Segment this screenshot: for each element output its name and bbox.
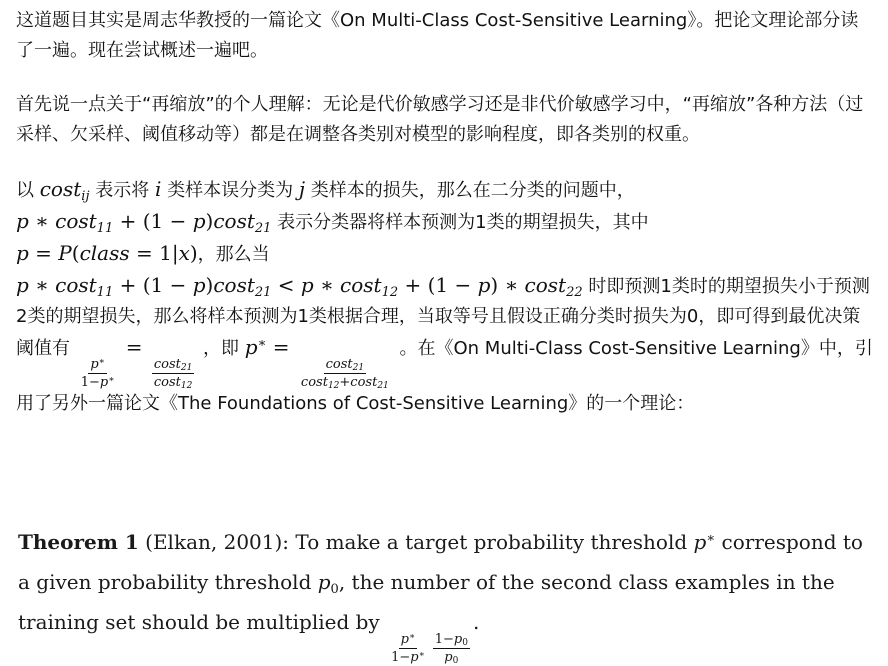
equals-sign: = bbox=[119, 335, 149, 359]
theorem-period: . bbox=[472, 610, 480, 634]
paragraph-gap bbox=[16, 150, 874, 174]
optimal-threshold-fraction: $\frac{\cos t_{21}}{\cos t_{12}+\cos t_{21}}$ bbox=[300, 357, 389, 391]
theorem-multiplier-fraction-2: $\frac{1-p_0}{p_0}$ bbox=[434, 632, 468, 666]
article-body bbox=[16, 6, 874, 419]
derivation-text: 类样本的损失，那么在二分类的问题中， bbox=[310, 180, 635, 201]
derivation-text: ，即 bbox=[203, 338, 240, 359]
decision-inequality-formula: p ∗ cost$_{11}$ + (1 − p)cost$_{21}$ < p ∗ cost$_{12}$ + (1 − p) ∗ cost$_{22}$ bbox=[16, 273, 583, 300]
paragraph-rescaling: 首先说一点关于“再缩放”的个人理解：无论是代价敏感学习还是非代价敏感学习中，“再缩放”各种方法（过采样、欠采样、阈值移动等）都是在调整各类别对模型的影响程度，即各类别的权重。 bbox=[16, 94, 864, 145]
derivation-text: 表示将 bbox=[95, 180, 150, 201]
paragraph-gap bbox=[16, 66, 874, 90]
cost-ratio-fraction: $\frac{\cos t_{21}}{\cos t_{12}}$ bbox=[153, 357, 193, 391]
theorem-block bbox=[18, 522, 876, 664]
theorem-multiplier-fraction-1: $\frac{p^∗}{1-p^∗}$ bbox=[391, 632, 425, 665]
derivation-text: 表示分类器将样本预测为1类的期望损失，其中 bbox=[277, 212, 649, 233]
paragraph-intro: 这道题目其实是周志华教授的一篇论文《On Multi-Class Cost-Sensitive Learning》。把论文理论部分读了一遍。现在尝试概述一遍吧。 bbox=[16, 10, 859, 61]
threshold-ratio-fraction: $\frac{p^∗}{1-p^∗}$ bbox=[80, 357, 115, 390]
var-j: j bbox=[298, 177, 306, 201]
theorem-text: , the number of the second class examples in the training set should be multiplied by bbox=[18, 570, 835, 634]
var-p-star: p∗ bbox=[693, 530, 716, 554]
derivation-text: ，那么当 bbox=[197, 244, 270, 265]
optimal-threshold-formula: p∗ = bbox=[244, 335, 296, 359]
cost-ij-formula: cost$_{ij}$ bbox=[39, 177, 90, 204]
var-p0: $p_0$ bbox=[317, 570, 339, 597]
derivation-text: 类样本误分类为 bbox=[167, 180, 294, 201]
expected-loss-formula: p ∗ cost$_{11}$ + (1 − p)cost$_{21}$ bbox=[16, 209, 272, 236]
probability-definition-formula: p = P(class = 1|x) bbox=[16, 241, 198, 265]
theorem-label: Theorem 1 bbox=[18, 530, 139, 554]
theorem-citation: (Elkan, 2001): bbox=[145, 530, 290, 554]
theorem-text: correspond to a given probability threshold bbox=[18, 530, 863, 594]
theorem-text: To make a target probability threshold bbox=[295, 530, 688, 554]
paragraph-derivation bbox=[16, 174, 874, 419]
derivation-text: 时即预测1类时的期望损失小于预测2类的期望损失，那么将样本预测为1类根据合理，当取等号且假设正确分类时损失为0，即可得到最优决策阈值有 bbox=[16, 276, 870, 359]
derivation-tail-text: 。在《On Multi-Class Cost-Sensitive Learning》中，引用了另外一篇论文《The Foundations of Cost-Sensitive Learning》的一个理论： bbox=[16, 338, 873, 414]
var-i: i bbox=[154, 177, 162, 201]
derivation-intro-text: 以 bbox=[16, 180, 34, 201]
